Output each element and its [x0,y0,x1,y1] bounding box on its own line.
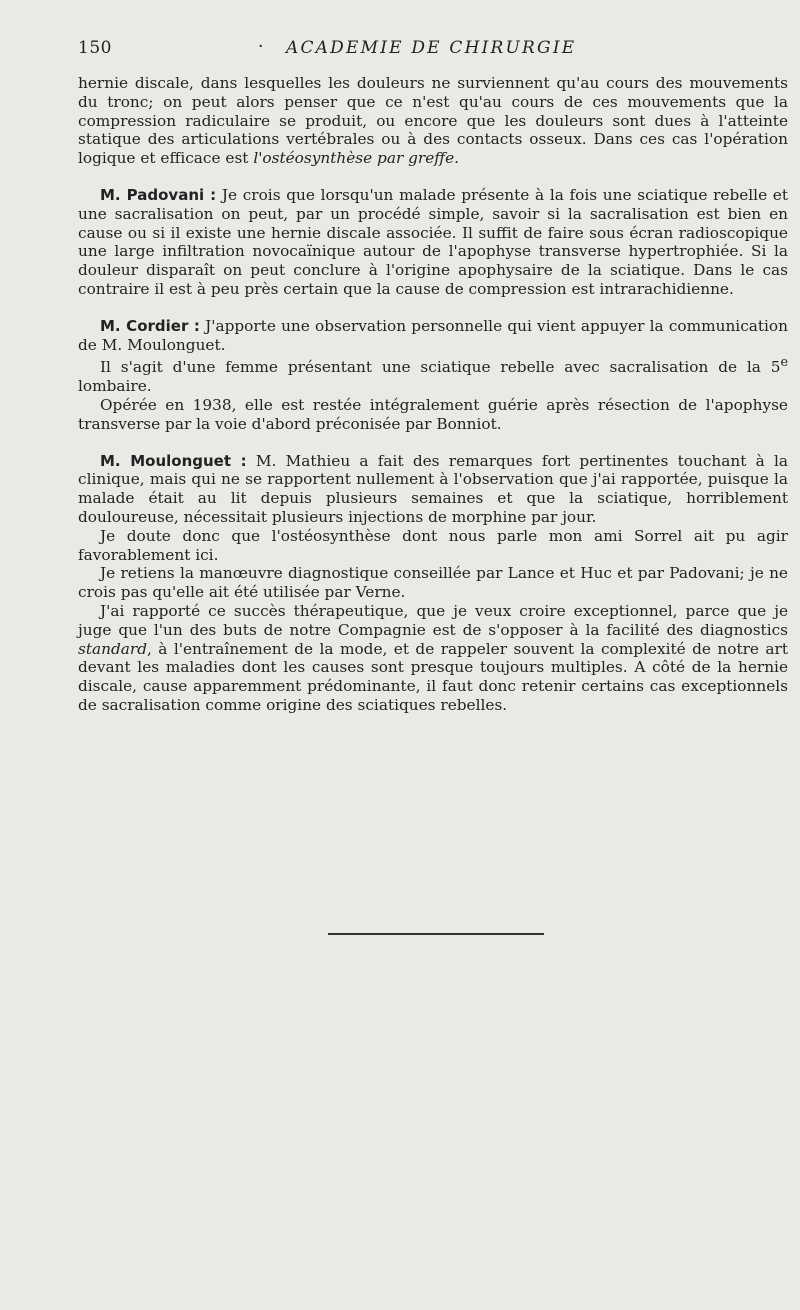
paragraph-text: Je doute donc que l'ostéosynthèse dont nous parle mon ami Sorrel ait pu agir favorablement ici. [78,526,788,564]
speaker-name: M. Cordier : [100,316,200,335]
running-title: ACADEMIE DE CHIRURGIE [286,38,577,58]
paragraph-text: Je crois que lorsqu'un malade présente à la fois une sciatique rebelle et une sacralisation on peut, par un procédé simple, savoir si la sacralisation est bien en cause ou si il existe une hernie discale associée. Il suffit de faire sous écran radioscopique une large infiltration novocaïnique autour de l'apophyse transverse hypertrophiée. Si la douleur disparaît on peut conclure à l'origine apophysaire de la sciatique. Dans le cas contraire il est à peu près certain que la cause de compression est intrarachidienne. [78,185,788,298]
paragraph-text: hernie discale, dans lesquelles les douleurs ne surviennent qu'au cours des mouvements du tronc; on peut alors penser que ce n'est qu'au cours de ces mouvements que la compression radiculaire se produit, ou encore que les douleurs sont dues à l'atteinte statique des articulations vertébrales ou à des contacts osseux. Dans ces cas l'opération logique et efficace est [78,74,788,168]
paragraph-text: Opérée en 1938, elle est restée intégralement guérie après résection de l'apophyse transverse par la voie d'abord préconisée par Bonniot. [78,396,788,433]
paragraph-cordier [78,317,788,355]
paragraph-text: M. Mathieu a fait des remarques fort pertinentes touchant à la clinique, mais qui ne se rapportent nullement à l'observation que j'ai rapportée, puisque la malade était au lit depuis plusieurs semaines et que la sciatique, horriblement douloureuse, nécessitait plusieurs injections de morphine par jour. [78,451,788,527]
paragraph-text: , à l'entraînement de la mode, et de rappeler souvent la complexité de notre art devant les maladies dont les causes sont presque toujours multiples. A côté de la hernie discale, cause apparemment prédominante, il faut donc retenir certains cas exceptionnels de sacralisation comme origine des sciatiques rebelles. [78,639,788,714]
italic-word: standard [78,639,147,658]
paragraph-moulonguet-retain [78,564,788,602]
paragraph-moulonguet [78,452,788,527]
section-divider [328,933,544,936]
paragraph-hernie [78,74,788,168]
paragraph-cordier-case [78,354,788,396]
paragraph-padovani [78,186,788,299]
speaker-name: M. Padovani : [100,185,217,204]
paragraph-cordier-result [78,396,788,434]
paragraph-text: J'ai rapporté ce succès thérapeutique, que je veux croire exceptionnel, parce que je juge que l'un des buts de notre Compagnie est de s'opposer à la facilité des diagnostics [78,602,788,639]
article-body [78,74,788,715]
paragraph-moulonguet-doubt [78,527,788,565]
paragraph-text: Il s'agit d'une femme présentant une sciatique rebelle avec sacralisation de la 5 [100,358,781,377]
italic-phrase: l'ostéosynthèse par greffe. [253,149,460,168]
speaker-name: M. Moulonguet : [100,451,247,470]
paragraph-text: Je retiens la manœuvre diagnostique conseillée par Lance et Huc et par Padovani; je ne crois pas qu'elle ait été utilisée par Verne. [78,564,788,602]
paragraph-text: J'apporte une observation personnelle qui vient appuyer la communication de M. Moulonguet. [78,316,788,354]
ordinal-superscript: e [780,355,788,371]
page-header [78,38,788,62]
paragraph-text: lombaire. [78,377,152,396]
header-separator-dot: · [258,37,264,57]
paragraph-moulonguet-conclusion [78,602,788,715]
page-number: 150 [78,38,112,58]
